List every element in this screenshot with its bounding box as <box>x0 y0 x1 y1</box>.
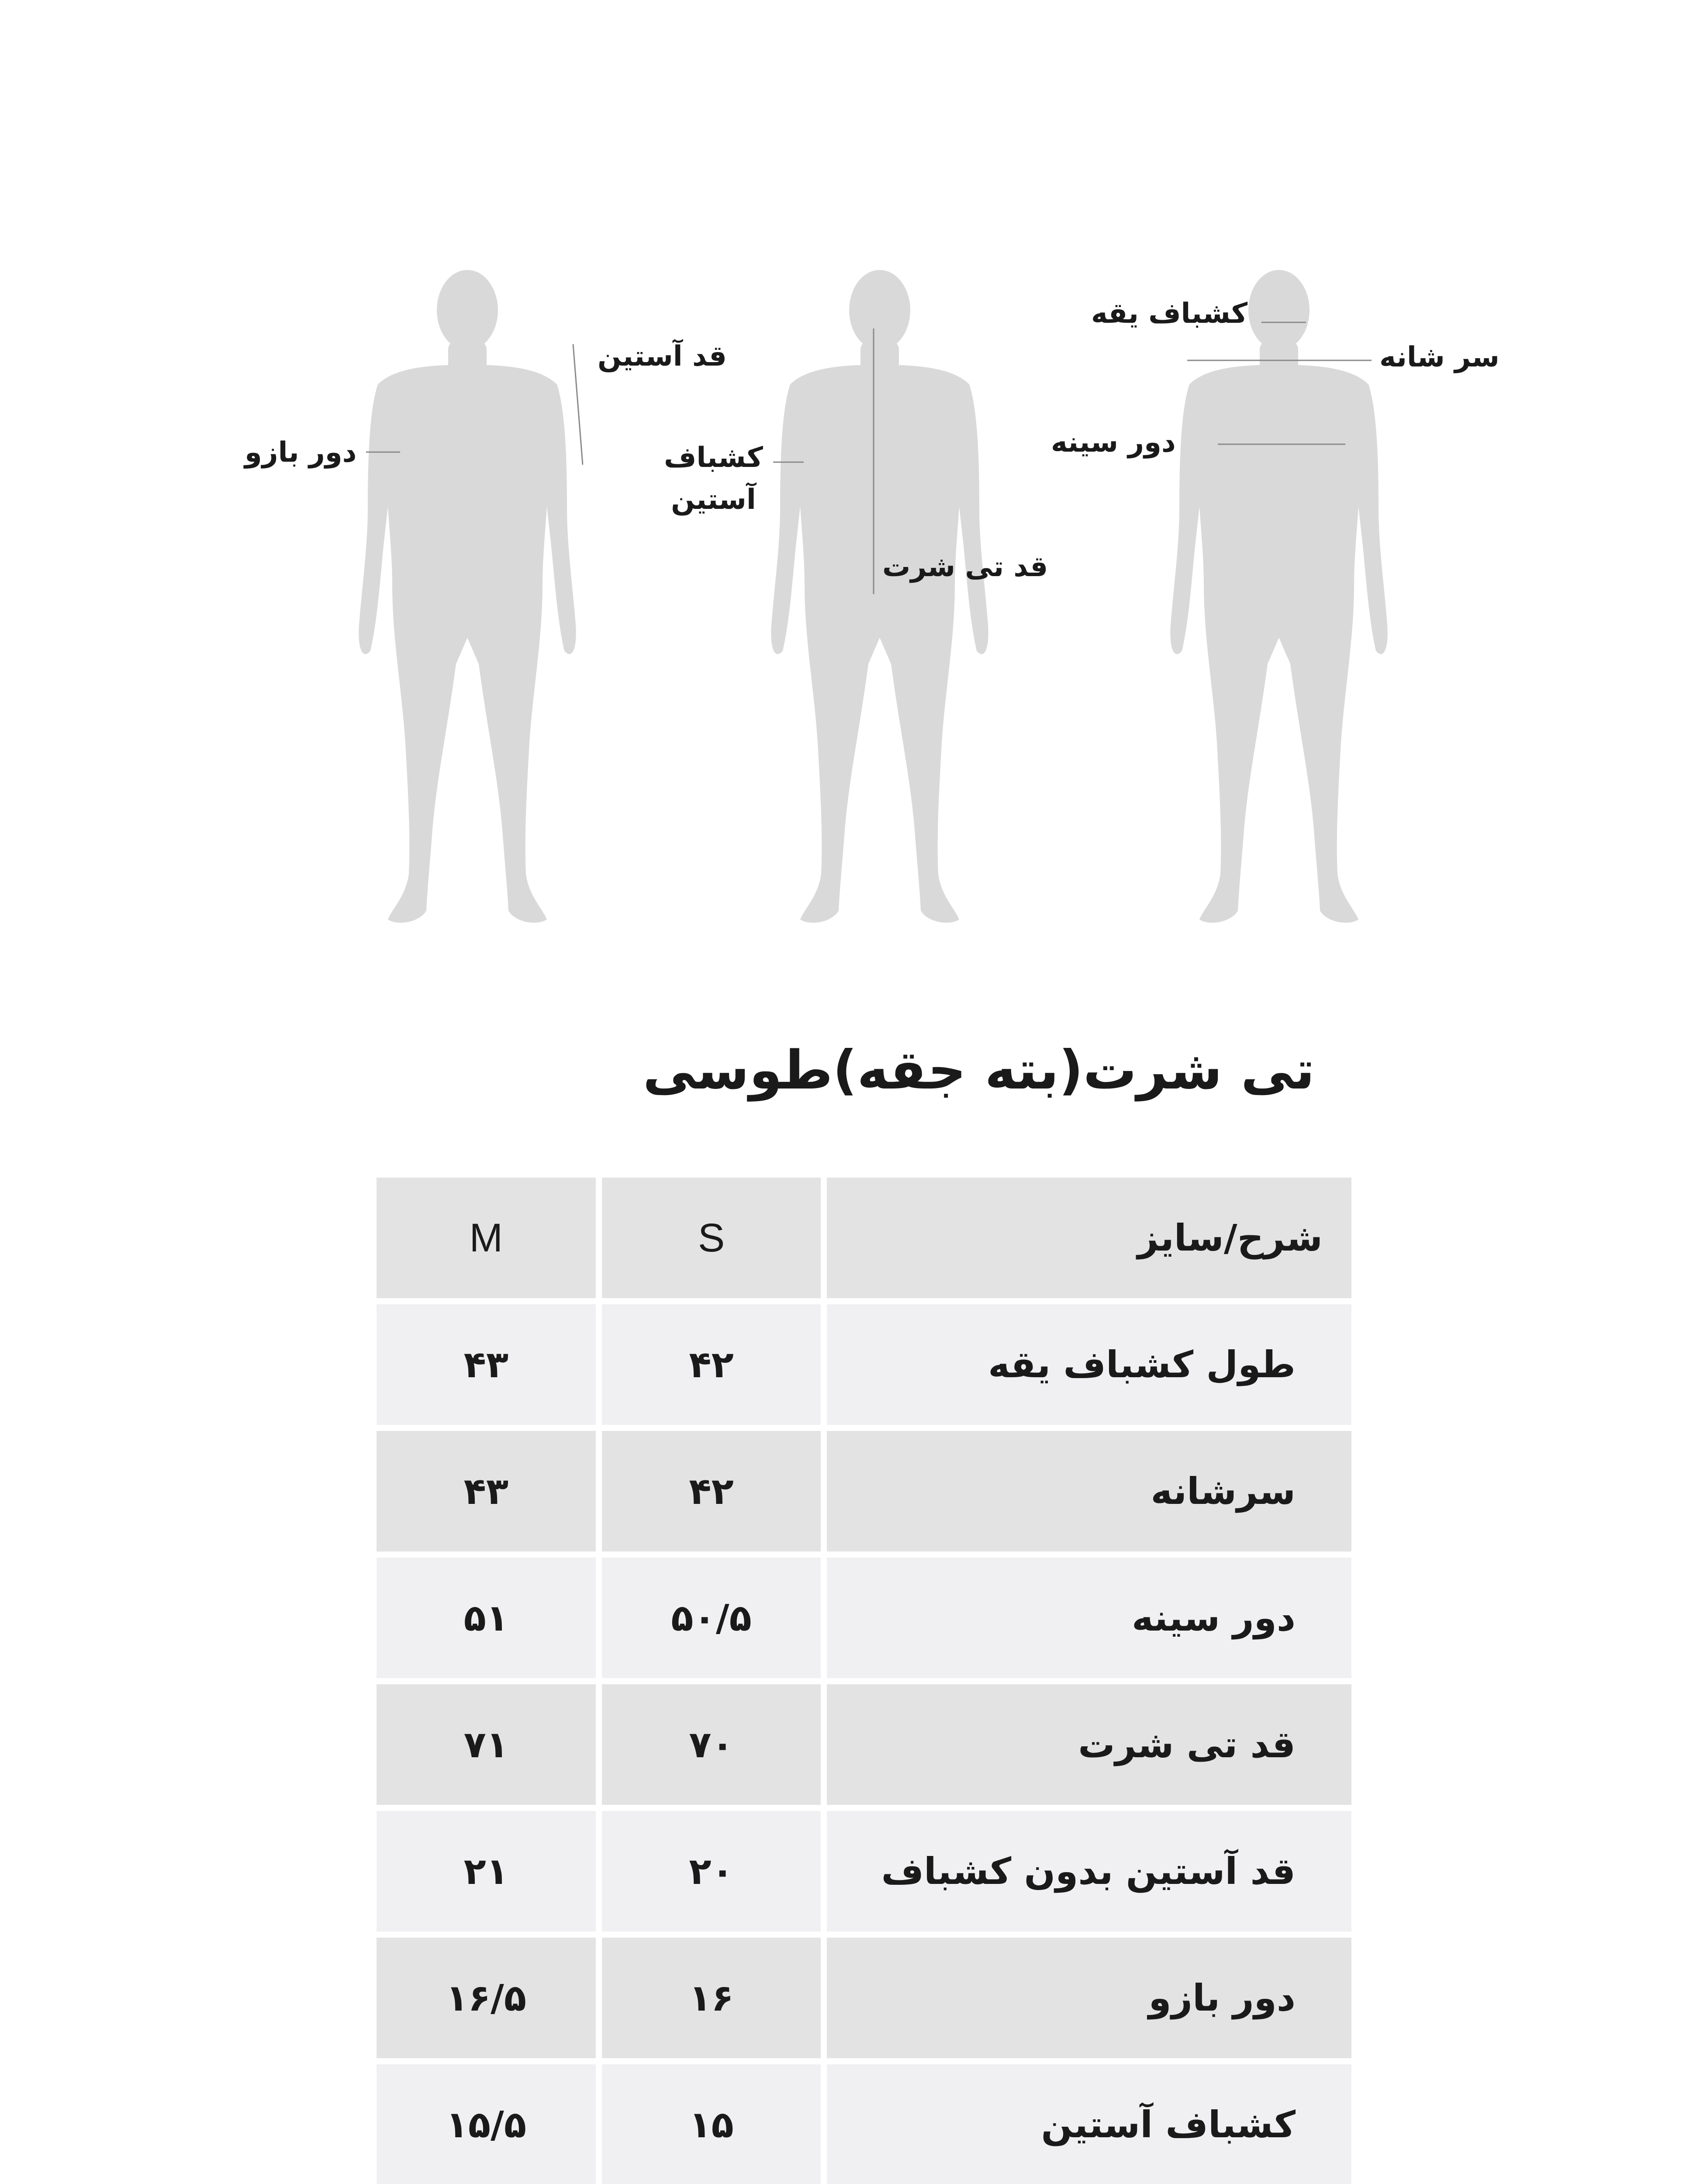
row-label: سرشانه <box>827 1431 1351 1552</box>
side-view-silhouette <box>771 270 988 923</box>
cell-m: ۴۳ <box>377 1304 596 1425</box>
cell-s: ۴۲ <box>602 1304 821 1425</box>
row-label: طول کشباف یقه <box>827 1304 1351 1425</box>
header-size-s: S <box>602 1178 821 1298</box>
table-row <box>377 1811 1351 1932</box>
table-row <box>377 1938 1351 2058</box>
tshirt-length-label: قد تی شرت <box>882 551 1048 583</box>
header-size-m: M <box>377 1178 596 1298</box>
table-row <box>377 1304 1351 1425</box>
header-description: شرح/سایز <box>827 1178 1351 1298</box>
cell-s: ۴۲ <box>602 1431 821 1552</box>
cell-s: ۵۰/۵ <box>602 1558 821 1678</box>
row-label: دور سینه <box>827 1558 1351 1678</box>
row-label: قد تی شرت <box>827 1684 1351 1805</box>
product-title: تی شرت(بته جقه)طوسی <box>643 1039 1315 1101</box>
table-row <box>377 1431 1351 1552</box>
arm-circumference-label: دور بازو <box>245 436 357 469</box>
cell-s: ۱۶ <box>602 1938 821 2058</box>
sleeve-cuff-label: کشباف آستین <box>664 442 763 516</box>
table-row <box>377 2064 1351 2184</box>
table-row <box>377 1684 1351 1805</box>
table-header-row <box>377 1178 1351 1298</box>
body-measurement-figures <box>0 0 1707 961</box>
front-view-silhouette <box>1170 270 1387 923</box>
cell-m: ۴۳ <box>377 1431 596 1552</box>
row-label: کشباف آستین <box>827 2064 1351 2184</box>
size-chart-table <box>370 1171 1358 2184</box>
cell-m: ۱۶/۵ <box>377 1938 596 2058</box>
cell-m: ۱۵/۵ <box>377 2064 596 2184</box>
collar-rib-label: کشباف یقه <box>1091 297 1248 330</box>
cell-m: ۲۱ <box>377 1811 596 1932</box>
table-row <box>377 1558 1351 1678</box>
cell-m: ۷۱ <box>377 1684 596 1805</box>
back-view-silhouette <box>359 270 576 923</box>
shoulder-label: سر شانه <box>1379 341 1500 373</box>
row-label: دور بازو <box>827 1938 1351 2058</box>
sleeve-length-label: قد آستین <box>598 340 727 373</box>
sleeve-length-leader-line <box>573 344 583 465</box>
cell-s: ۱۵ <box>602 2064 821 2184</box>
row-label: قد آستین بدون کشباف <box>827 1811 1351 1932</box>
chest-label: دور سینه <box>1051 426 1176 459</box>
cell-m: ۵۱ <box>377 1558 596 1678</box>
cell-s: ۲۰ <box>602 1811 821 1932</box>
cell-s: ۷۰ <box>602 1684 821 1805</box>
